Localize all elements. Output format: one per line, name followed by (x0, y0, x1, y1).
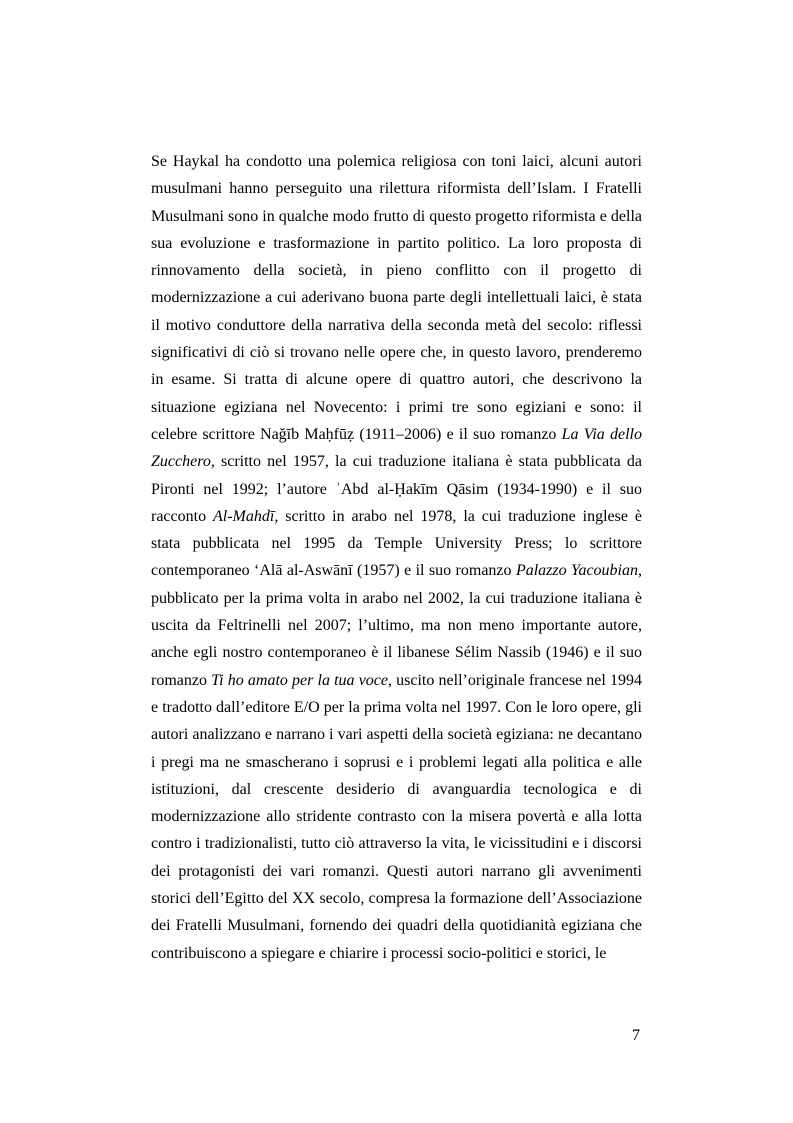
text-line (151, 912, 642, 939)
text-segment: istituzioni, dal crescente desiderio di avanguardia tecnologica e di (151, 780, 642, 798)
text-line (151, 639, 642, 666)
text-line (151, 421, 642, 448)
text-line (151, 830, 642, 857)
italic-title: Al-Mahdī (213, 507, 275, 525)
text-line (151, 858, 642, 885)
text-segment: situazione egiziana nel Novecento: i primi tre sono egiziani e sono: il (151, 398, 642, 416)
text-segment: , scritto in arabo nel 1978, la cui traduzione inglese è (274, 507, 643, 525)
text-segment: uscita da Feltrinelli nel 2007; l’ultimo, ma non meno importante autore, (151, 617, 642, 635)
text-segment: il motivo conduttore della narrativa della seconda metà del secolo: riflessi (151, 316, 642, 334)
text-line (151, 148, 642, 175)
text-segment: romanzo (151, 671, 212, 689)
text-segment: storici dell’Egitto del XX secolo, compresa la formazione dell’Associazione (151, 890, 642, 908)
text-line (151, 448, 642, 475)
text-segment: modernizzazione a cui aderivano buona parte degli intellettuali laici, è stata (151, 289, 642, 307)
body-paragraph (151, 148, 642, 967)
text-segment: sua evoluzione e trasformazione in partito politico. La loro proposta di (151, 234, 642, 252)
text-line (151, 612, 642, 639)
text-line (151, 476, 642, 503)
text-segment: celebre scrittore Naǧīb Maḥfūẓ (1911–2006) e il suo romanzo (151, 425, 562, 443)
text-segment: significativi di ciò si trovano nelle opere che, in questo lavoro, prenderemo (151, 344, 642, 362)
text-segment: in esame. Si tratta di alcune opere di quattro autori, che descrivono la (151, 371, 642, 389)
text-segment: autori analizzano e narrano i vari aspetti della società egiziana: ne decantano (151, 726, 642, 744)
text-line (151, 530, 642, 557)
italic-title: La Via dello (561, 425, 643, 443)
italic-title: Palazzo Yacoubian (515, 562, 638, 580)
text-line (151, 339, 642, 366)
text-line (151, 503, 642, 530)
text-line (151, 694, 642, 721)
text-segment: , scritto nel 1957, la cui traduzione italiana è stata pubblicata da (210, 453, 642, 471)
text-segment: contro i tradizionalisti, tutto ciò attraverso la vita, le vicissitudini e i discorsi (151, 835, 642, 853)
text-segment: i pregi ma ne smascherano i soprusi e i problemi legati alla politica e alle (151, 753, 642, 771)
text-segment: dei Fratelli Musulmani, fornendo dei quadri della quotidianità egiziana che (151, 917, 642, 935)
text-line (151, 257, 642, 284)
text-segment: e tradotto dall’editore E/O per la prima volta nel 1997. Con le loro opere, gli (151, 698, 642, 716)
text-line (151, 230, 642, 257)
text-segment: racconto (151, 507, 213, 525)
text-line (151, 749, 642, 776)
italic-title: Ti ho amato per la tua voce (211, 671, 388, 689)
text-segment: rinnovamento della società, in pieno conflitto con il progetto di (151, 262, 642, 280)
text-line (151, 366, 642, 393)
text-segment: Pironti nel 1992; l’autore ʾAbd al-Ḥakīm Qāsim (1934-1990) e il suo (151, 480, 642, 498)
text-line (151, 940, 642, 967)
text-segment: anche egli nostro contemporaneo è il libanese Sélim Nassib (1946) e il suo (151, 644, 642, 662)
text-segment: pubblicato per la prima volta in arabo nel 2002, la cui traduzione italiana è (151, 589, 642, 607)
text-line (151, 312, 642, 339)
italic-title: Zucchero (151, 453, 211, 471)
text-line (151, 885, 642, 912)
text-line (151, 284, 642, 311)
text-segment: dei protagonisti dei vari romanzi. Questi autori narrano gli avvenimenti (151, 862, 642, 880)
text-segment: contemporaneo ‘Alā al-Aswānī (1957) e il suo romanzo (151, 562, 516, 580)
text-segment: , uscito nell’originale francese nel 1994 (388, 671, 642, 689)
text-line (151, 667, 642, 694)
text-line (151, 585, 642, 612)
text-segment: modernizzazione allo stridente contrasto con la misera povertà e alla lotta (151, 808, 642, 826)
text-segment: stata pubblicata nel 1995 da Temple University Press; lo scrittore (151, 535, 642, 553)
text-line (151, 394, 642, 421)
text-segment: Se Haykal ha condotto una polemica religiosa con toni laici, alcuni autori (151, 153, 642, 170)
text-line (151, 203, 642, 230)
text-segment: contribuiscono a spiegare e chiarire i processi socio-politici e storici, le (151, 944, 607, 962)
text-line (151, 776, 642, 803)
text-segment: musulmani hanno perseguito una rilettura riformista dell’Islam. I Fratelli (151, 180, 642, 198)
text-line (151, 721, 642, 748)
text-line (151, 557, 642, 584)
page-number: 7 (632, 1027, 640, 1044)
text-segment: , (638, 562, 642, 580)
text-line (151, 175, 642, 202)
text-line (151, 803, 642, 830)
text-segment: Musulmani sono in qualche modo frutto di questo progetto riformista e della (151, 207, 642, 225)
